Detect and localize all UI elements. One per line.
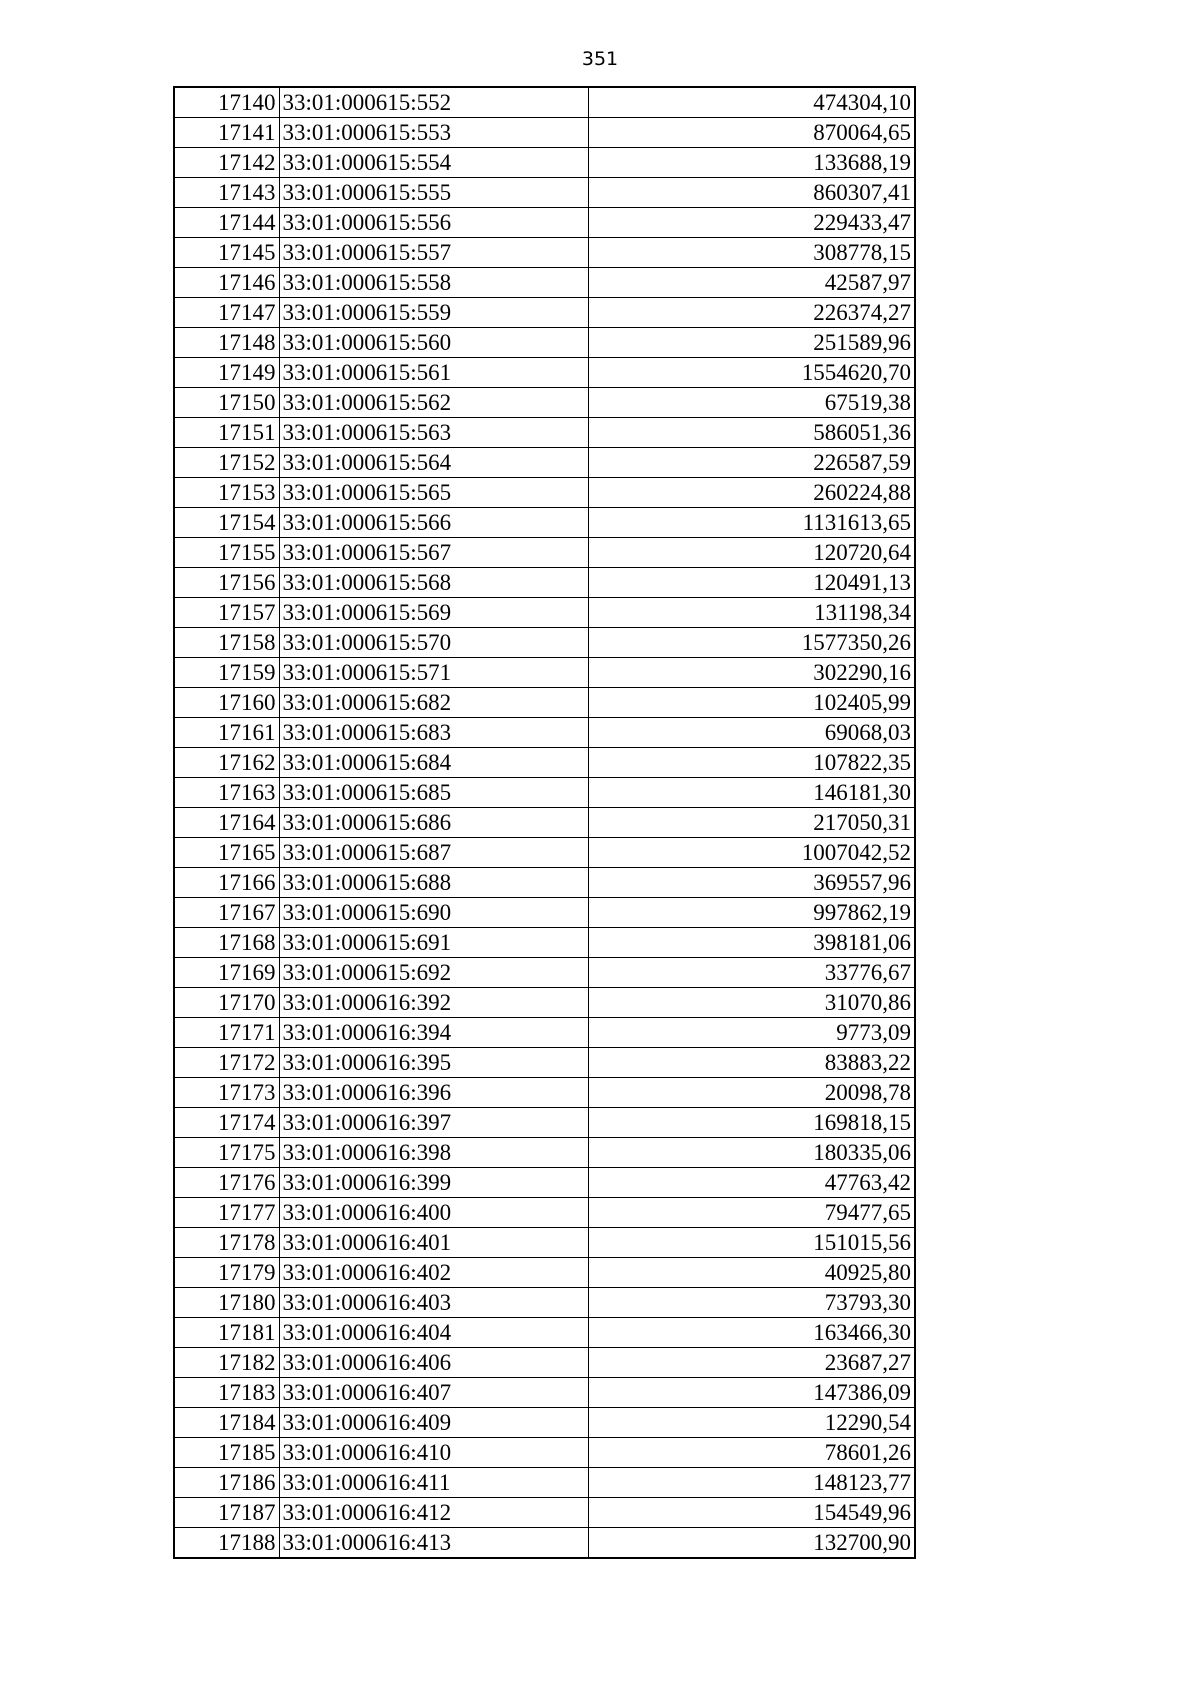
table-row bbox=[174, 598, 915, 628]
table-row bbox=[174, 148, 915, 178]
cadastral-number: 33:01:000615:567 bbox=[279, 538, 588, 568]
cadastral-number: 33:01:000616:403 bbox=[279, 1288, 588, 1318]
cadastral-number: 33:01:000615:555 bbox=[279, 178, 588, 208]
row-number: 17164 bbox=[174, 808, 279, 838]
cadastral-number: 33:01:000616:392 bbox=[279, 988, 588, 1018]
table-row bbox=[174, 1228, 915, 1258]
cadastral-number: 33:01:000615:562 bbox=[279, 388, 588, 418]
cadastral-number: 33:01:000615:556 bbox=[279, 208, 588, 238]
table-row bbox=[174, 388, 915, 418]
cadastral-number: 33:01:000616:407 bbox=[279, 1378, 588, 1408]
cadastral-number: 33:01:000615:552 bbox=[279, 87, 588, 118]
row-number: 17168 bbox=[174, 928, 279, 958]
cadastral-value: 40925,80 bbox=[588, 1258, 915, 1288]
table-row bbox=[174, 748, 915, 778]
table-row bbox=[174, 838, 915, 868]
cadastral-value: 132700,90 bbox=[588, 1528, 915, 1559]
table-row bbox=[174, 478, 915, 508]
table-row bbox=[174, 1108, 915, 1138]
table-row bbox=[174, 1378, 915, 1408]
cadastral-number: 33:01:000615:553 bbox=[279, 118, 588, 148]
row-number: 17183 bbox=[174, 1378, 279, 1408]
row-number: 17180 bbox=[174, 1288, 279, 1318]
table-row bbox=[174, 718, 915, 748]
table-row bbox=[174, 568, 915, 598]
cadastral-number: 33:01:000615:565 bbox=[279, 478, 588, 508]
table-row bbox=[174, 1318, 915, 1348]
cadastral-number: 33:01:000615:561 bbox=[279, 358, 588, 388]
row-number: 17178 bbox=[174, 1228, 279, 1258]
cadastral-value: 120491,13 bbox=[588, 568, 915, 598]
table-row bbox=[174, 1198, 915, 1228]
cadastral-value: 474304,10 bbox=[588, 87, 915, 118]
table-row bbox=[174, 118, 915, 148]
cadastral-value: 69068,03 bbox=[588, 718, 915, 748]
cadastral-number: 33:01:000616:397 bbox=[279, 1108, 588, 1138]
cadastral-value: 260224,88 bbox=[588, 478, 915, 508]
table-row bbox=[174, 1078, 915, 1108]
row-number: 17188 bbox=[174, 1528, 279, 1559]
row-number: 17185 bbox=[174, 1438, 279, 1468]
table-row bbox=[174, 1468, 915, 1498]
cadastral-number: 33:01:000616:400 bbox=[279, 1198, 588, 1228]
row-number: 17140 bbox=[174, 87, 279, 118]
cadastral-value: 20098,78 bbox=[588, 1078, 915, 1108]
row-number: 17166 bbox=[174, 868, 279, 898]
cadastral-number: 33:01:000616:399 bbox=[279, 1168, 588, 1198]
cadastral-value: 398181,06 bbox=[588, 928, 915, 958]
table-row bbox=[174, 418, 915, 448]
cadastral-number: 33:01:000616:398 bbox=[279, 1138, 588, 1168]
cadastral-number: 33:01:000616:406 bbox=[279, 1348, 588, 1378]
cadastral-value: 1577350,26 bbox=[588, 628, 915, 658]
row-number: 17158 bbox=[174, 628, 279, 658]
table-row bbox=[174, 928, 915, 958]
cadastral-value: 1007042,52 bbox=[588, 838, 915, 868]
row-number: 17186 bbox=[174, 1468, 279, 1498]
row-number: 17146 bbox=[174, 268, 279, 298]
row-number: 17149 bbox=[174, 358, 279, 388]
cadastral-value: 78601,26 bbox=[588, 1438, 915, 1468]
cadastral-number: 33:01:000615:684 bbox=[279, 748, 588, 778]
table-row bbox=[174, 628, 915, 658]
row-number: 17169 bbox=[174, 958, 279, 988]
cadastral-value: 133688,19 bbox=[588, 148, 915, 178]
table-row bbox=[174, 868, 915, 898]
row-number: 17174 bbox=[174, 1108, 279, 1138]
cadastral-number: 33:01:000616:413 bbox=[279, 1528, 588, 1559]
row-number: 17177 bbox=[174, 1198, 279, 1228]
row-number: 17172 bbox=[174, 1048, 279, 1078]
cadastral-number: 33:01:000615:570 bbox=[279, 628, 588, 658]
table-row bbox=[174, 1018, 915, 1048]
cadastral-number: 33:01:000615:563 bbox=[279, 418, 588, 448]
row-number: 17142 bbox=[174, 148, 279, 178]
cadastral-number: 33:01:000615:686 bbox=[279, 808, 588, 838]
row-number: 17148 bbox=[174, 328, 279, 358]
cadastral-value: 226587,59 bbox=[588, 448, 915, 478]
row-number: 17171 bbox=[174, 1018, 279, 1048]
row-number: 17161 bbox=[174, 718, 279, 748]
row-number: 17179 bbox=[174, 1258, 279, 1288]
table-row bbox=[174, 178, 915, 208]
cadastral-number: 33:01:000615:682 bbox=[279, 688, 588, 718]
row-number: 17144 bbox=[174, 208, 279, 238]
cadastral-value: 251589,96 bbox=[588, 328, 915, 358]
row-number: 17182 bbox=[174, 1348, 279, 1378]
cadastral-value: 369557,96 bbox=[588, 868, 915, 898]
row-number: 17173 bbox=[174, 1078, 279, 1108]
cadastral-number: 33:01:000616:396 bbox=[279, 1078, 588, 1108]
row-number: 17157 bbox=[174, 598, 279, 628]
table-row bbox=[174, 1168, 915, 1198]
table-row bbox=[174, 358, 915, 388]
row-number: 17141 bbox=[174, 118, 279, 148]
row-number: 17154 bbox=[174, 508, 279, 538]
cadastral-value: 154549,96 bbox=[588, 1498, 915, 1528]
cadastral-number: 33:01:000615:569 bbox=[279, 598, 588, 628]
table-row bbox=[174, 448, 915, 478]
cadastral-number: 33:01:000615:566 bbox=[279, 508, 588, 538]
row-number: 17170 bbox=[174, 988, 279, 1018]
cadastral-value: 1554620,70 bbox=[588, 358, 915, 388]
row-number: 17150 bbox=[174, 388, 279, 418]
cadastral-number: 33:01:000616:401 bbox=[279, 1228, 588, 1258]
table-row bbox=[174, 1408, 915, 1438]
table-row bbox=[174, 208, 915, 238]
table-row bbox=[174, 958, 915, 988]
row-number: 17145 bbox=[174, 238, 279, 268]
row-number: 17187 bbox=[174, 1498, 279, 1528]
table-row bbox=[174, 688, 915, 718]
table-row bbox=[174, 898, 915, 928]
cadastral-value: 302290,16 bbox=[588, 658, 915, 688]
table-row bbox=[174, 538, 915, 568]
cadastral-number: 33:01:000615:560 bbox=[279, 328, 588, 358]
table-row bbox=[174, 268, 915, 298]
cadastral-value: 148123,77 bbox=[588, 1468, 915, 1498]
cadastral-number: 33:01:000616:394 bbox=[279, 1018, 588, 1048]
cadastral-value: 217050,31 bbox=[588, 808, 915, 838]
cadastral-value: 870064,65 bbox=[588, 118, 915, 148]
cadastral-value: 229433,47 bbox=[588, 208, 915, 238]
row-number: 17184 bbox=[174, 1408, 279, 1438]
row-number: 17143 bbox=[174, 178, 279, 208]
cadastral-number: 33:01:000616:409 bbox=[279, 1408, 588, 1438]
cadastral-value: 67519,38 bbox=[588, 388, 915, 418]
cadastral-value: 147386,09 bbox=[588, 1378, 915, 1408]
cadastral-number: 33:01:000615:685 bbox=[279, 778, 588, 808]
cadastral-value: 120720,64 bbox=[588, 538, 915, 568]
cadastral-value: 308778,15 bbox=[588, 238, 915, 268]
cadastral-value: 12290,54 bbox=[588, 1408, 915, 1438]
cadastral-value: 107822,35 bbox=[588, 748, 915, 778]
cadastral-value: 1131613,65 bbox=[588, 508, 915, 538]
cadastral-number: 33:01:000615:557 bbox=[279, 238, 588, 268]
table-row bbox=[174, 1138, 915, 1168]
cadastral-number: 33:01:000616:412 bbox=[279, 1498, 588, 1528]
cadastral-value: 73793,30 bbox=[588, 1288, 915, 1318]
table-row bbox=[174, 238, 915, 268]
cadastral-value-table bbox=[173, 86, 916, 1559]
cadastral-number: 33:01:000615:690 bbox=[279, 898, 588, 928]
cadastral-number: 33:01:000616:402 bbox=[279, 1258, 588, 1288]
table-row bbox=[174, 508, 915, 538]
cadastral-number: 33:01:000616:410 bbox=[279, 1438, 588, 1468]
row-number: 17156 bbox=[174, 568, 279, 598]
table-body bbox=[174, 87, 915, 1558]
table-row bbox=[174, 808, 915, 838]
table-row bbox=[174, 1498, 915, 1528]
table-row bbox=[174, 778, 915, 808]
cadastral-value: 226374,27 bbox=[588, 298, 915, 328]
row-number: 17155 bbox=[174, 538, 279, 568]
cadastral-value: 180335,06 bbox=[588, 1138, 915, 1168]
cadastral-value: 23687,27 bbox=[588, 1348, 915, 1378]
table-row bbox=[174, 1438, 915, 1468]
row-number: 17160 bbox=[174, 688, 279, 718]
cadastral-number: 33:01:000615:558 bbox=[279, 268, 588, 298]
cadastral-number: 33:01:000615:688 bbox=[279, 868, 588, 898]
row-number: 17181 bbox=[174, 1318, 279, 1348]
cadastral-value: 47763,42 bbox=[588, 1168, 915, 1198]
cadastral-value: 997862,19 bbox=[588, 898, 915, 928]
cadastral-value: 102405,99 bbox=[588, 688, 915, 718]
cadastral-value: 79477,65 bbox=[588, 1198, 915, 1228]
row-number: 17151 bbox=[174, 418, 279, 448]
cadastral-number: 33:01:000615:692 bbox=[279, 958, 588, 988]
row-number: 17167 bbox=[174, 898, 279, 928]
row-number: 17147 bbox=[174, 298, 279, 328]
cadastral-value: 151015,56 bbox=[588, 1228, 915, 1258]
cadastral-number: 33:01:000615:687 bbox=[279, 838, 588, 868]
cadastral-number: 33:01:000615:691 bbox=[279, 928, 588, 958]
table-row bbox=[174, 87, 915, 118]
row-number: 17176 bbox=[174, 1168, 279, 1198]
row-number: 17163 bbox=[174, 778, 279, 808]
cadastral-value: 586051,36 bbox=[588, 418, 915, 448]
cadastral-number: 33:01:000616:404 bbox=[279, 1318, 588, 1348]
cadastral-value: 33776,67 bbox=[588, 958, 915, 988]
cadastral-value: 31070,86 bbox=[588, 988, 915, 1018]
page-number: 351 bbox=[581, 48, 619, 70]
cadastral-number: 33:01:000615:571 bbox=[279, 658, 588, 688]
row-number: 17152 bbox=[174, 448, 279, 478]
table-row bbox=[174, 298, 915, 328]
table-row bbox=[174, 1528, 915, 1559]
cadastral-number: 33:01:000615:683 bbox=[279, 718, 588, 748]
cadastral-value: 860307,41 bbox=[588, 178, 915, 208]
table-row bbox=[174, 1048, 915, 1078]
row-number: 17175 bbox=[174, 1138, 279, 1168]
table-row bbox=[174, 1288, 915, 1318]
cadastral-value: 83883,22 bbox=[588, 1048, 915, 1078]
cadastral-number: 33:01:000616:411 bbox=[279, 1468, 588, 1498]
row-number: 17153 bbox=[174, 478, 279, 508]
cadastral-number: 33:01:000615:554 bbox=[279, 148, 588, 178]
cadastral-value: 42587,97 bbox=[588, 268, 915, 298]
table-row bbox=[174, 658, 915, 688]
table-row bbox=[174, 328, 915, 358]
table-row bbox=[174, 1348, 915, 1378]
row-number: 17159 bbox=[174, 658, 279, 688]
cadastral-value: 131198,34 bbox=[588, 598, 915, 628]
cadastral-number: 33:01:000615:559 bbox=[279, 298, 588, 328]
row-number: 17162 bbox=[174, 748, 279, 778]
cadastral-value: 9773,09 bbox=[588, 1018, 915, 1048]
cadastral-value: 146181,30 bbox=[588, 778, 915, 808]
cadastral-number: 33:01:000616:395 bbox=[279, 1048, 588, 1078]
cadastral-number: 33:01:000615:564 bbox=[279, 448, 588, 478]
cadastral-value: 169818,15 bbox=[588, 1108, 915, 1138]
table-row bbox=[174, 1258, 915, 1288]
cadastral-value: 163466,30 bbox=[588, 1318, 915, 1348]
table-row bbox=[174, 988, 915, 1018]
cadastral-number: 33:01:000615:568 bbox=[279, 568, 588, 598]
row-number: 17165 bbox=[174, 838, 279, 868]
